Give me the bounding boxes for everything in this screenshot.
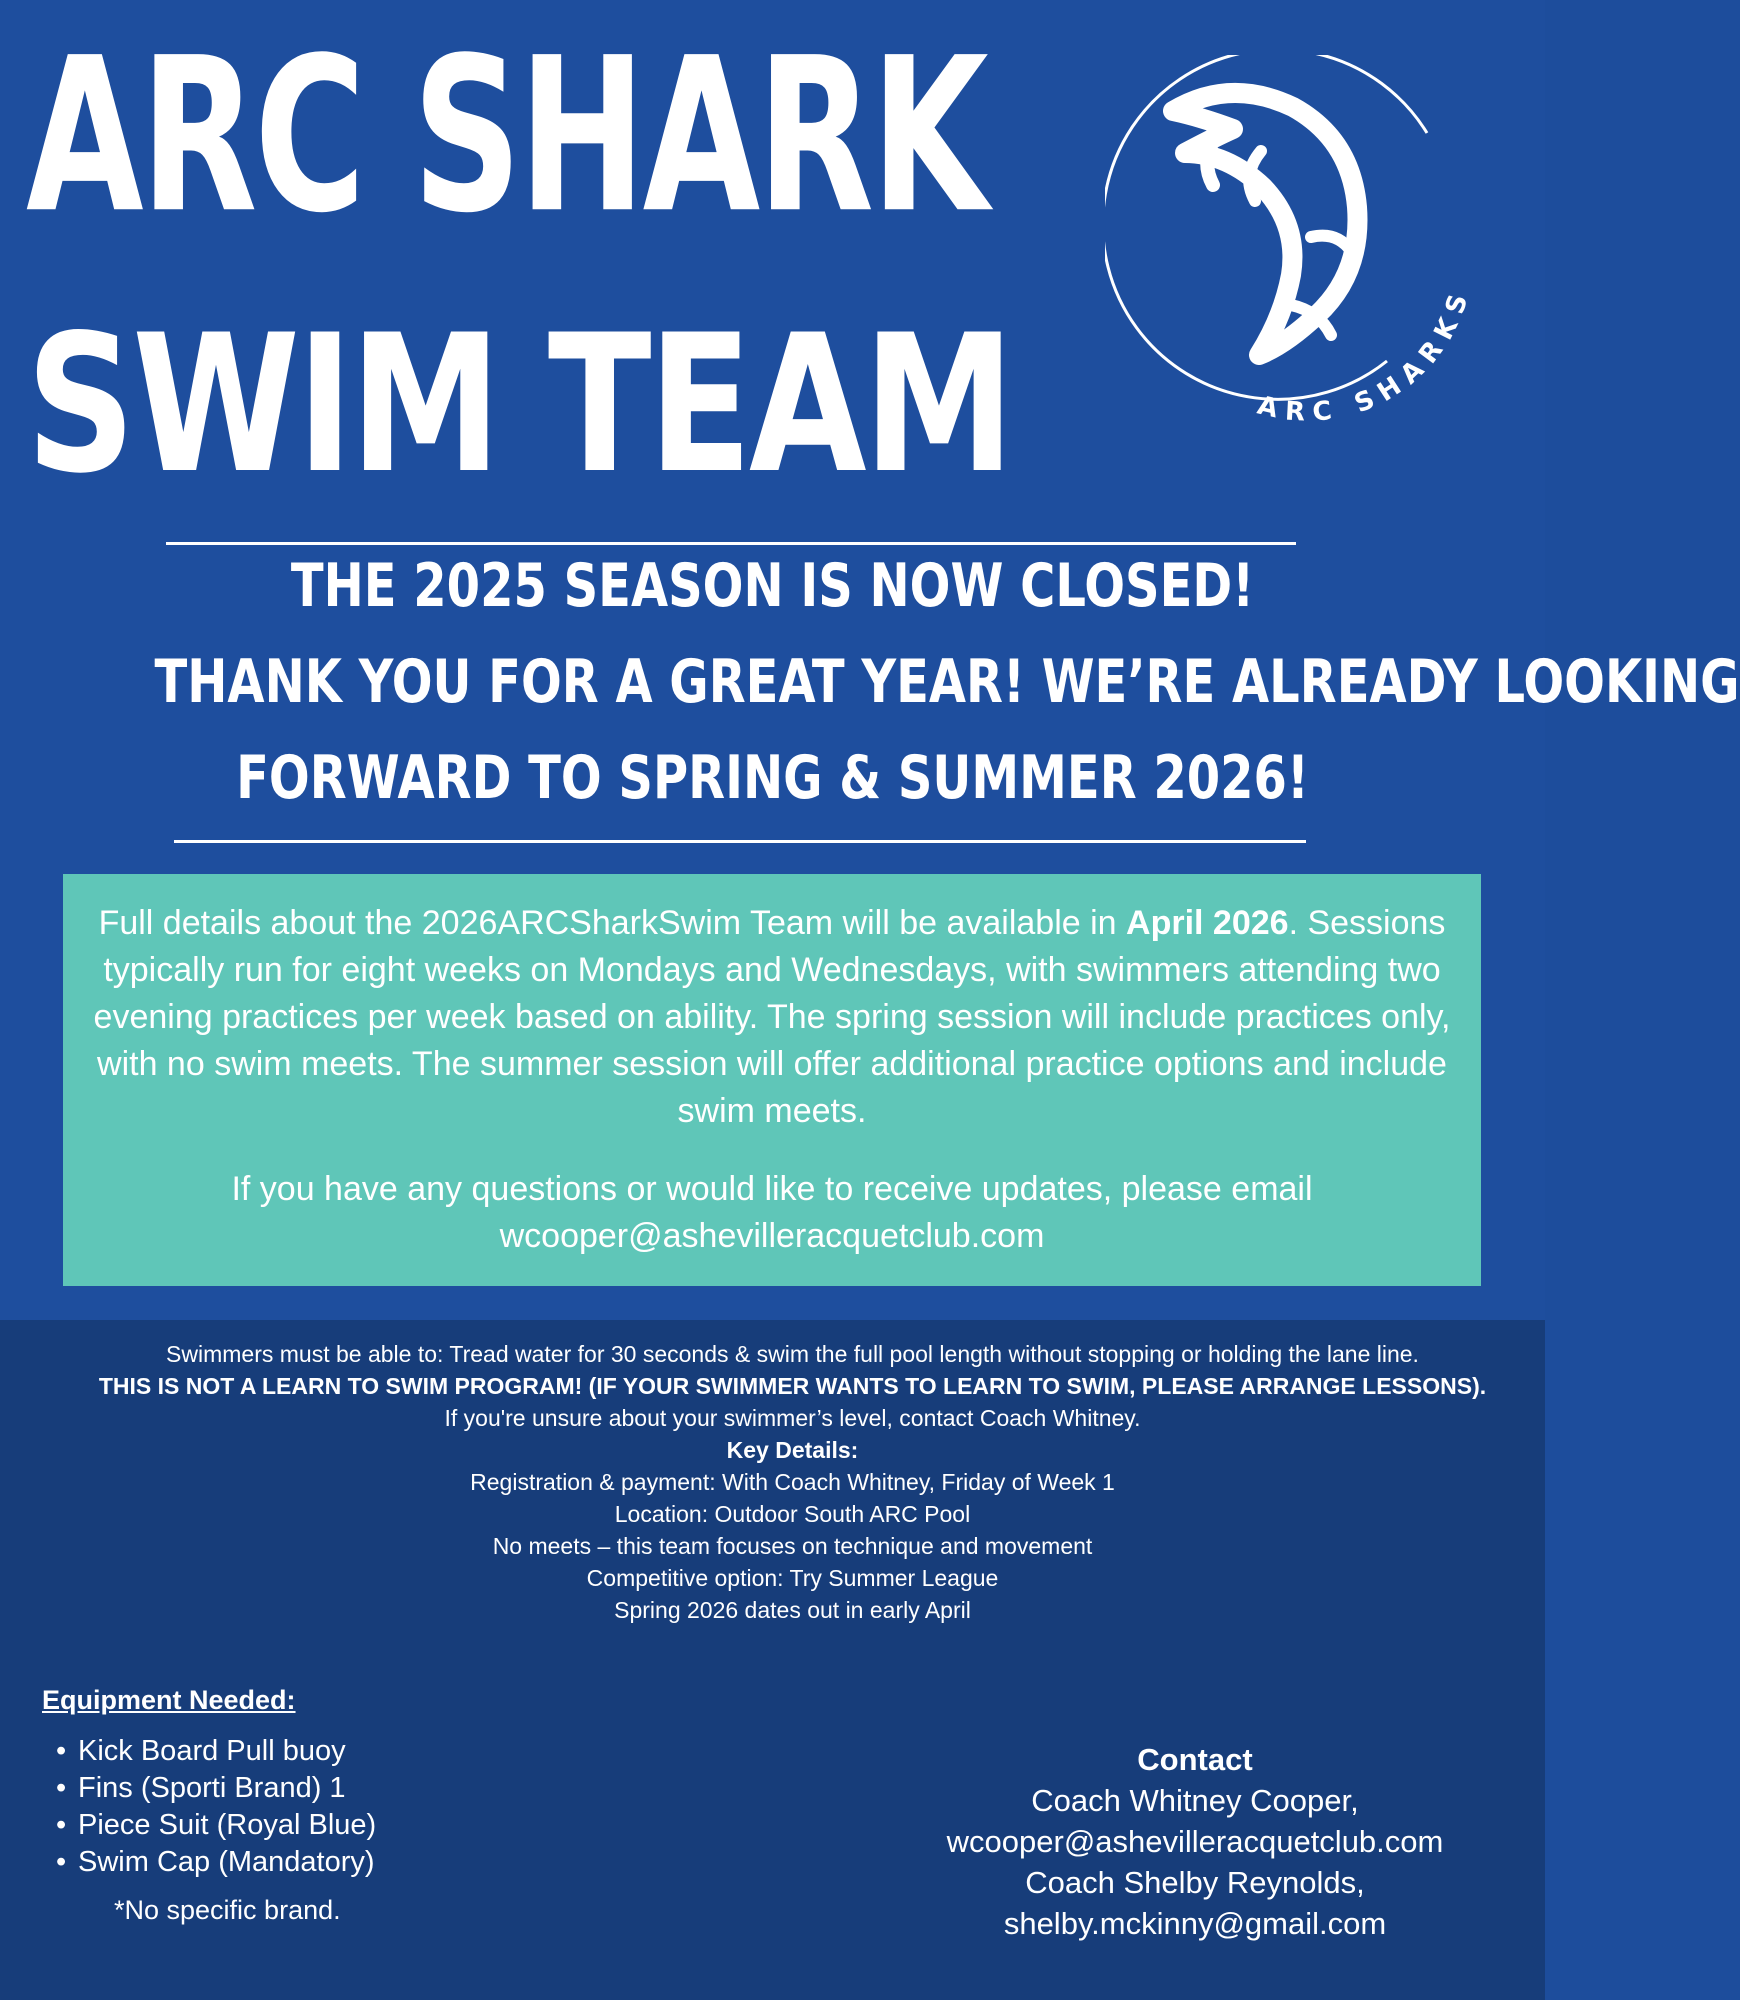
thank-you-headline-line-1: THANK YOU FOR A GREAT YEAR! WE’RE ALREADY LOOKING xyxy=(154,647,1740,717)
title-line-1: ARC SHARK xyxy=(26,12,986,260)
divider-bottom xyxy=(174,840,1306,843)
key-detail-item: No meets – this team focuses on technique and movement xyxy=(492,1533,1093,1559)
requirements-text: Swimmers must be able to: Tread water for 30 seconds & swim the full pool length without stopping or holding the lane line. xyxy=(166,1341,1419,1367)
info-text-end: . Sessions typically run for eight weeks on Mondays and Wednesdays, with swimmers attending two evening practices per week based on ability. The spring session will include practices only, with no swim meets. The summer session will offer additional practice options and include swim meets. xyxy=(93,904,1451,1130)
equipment-title: Equipment Needed: xyxy=(42,1685,296,1715)
equipment-item: • Fins (Sporti Brand) 1 xyxy=(56,1770,456,1807)
contact-title: Contact xyxy=(1137,1742,1253,1777)
key-detail-item: Registration & payment: With Coach Whitney, Friday of Week 1 xyxy=(470,1469,1115,1495)
shark-icon xyxy=(1173,93,1358,355)
unsure-level-note: If you're unsure about your swimmer’s level, contact Coach Whitney. xyxy=(444,1405,1141,1431)
contact-coach-shelby: Coach Shelby Reynolds, xyxy=(1025,1865,1365,1900)
season-info-paragraph xyxy=(73,900,1471,1135)
logo-ring-text: ARC SHARKS xyxy=(1254,282,1477,425)
equipment-item: • Kick Board Pull buoy xyxy=(56,1733,456,1770)
contact-section xyxy=(880,1740,1510,1944)
contact-email-shelby: shelby.mckinny@gmail.com xyxy=(1003,1906,1387,1941)
key-detail-item: Spring 2026 dates out in early April xyxy=(614,1597,971,1623)
divider-top xyxy=(166,542,1296,545)
key-details-title: Key Details: xyxy=(726,1437,859,1463)
contact-email-whitney: wcooper@ashevilleracquetclub.com xyxy=(946,1824,1444,1859)
equipment-list xyxy=(56,1733,456,1881)
updates-email-paragraph: If you have any questions or would like to receive updates, please email wcooper@ashevilleracquetclub.com xyxy=(231,1170,1313,1255)
title-line-2: SWIM TEAM xyxy=(26,294,1012,515)
equipment-item: • Swim Cap (Mandatory) xyxy=(56,1844,456,1881)
key-detail-item: Location: Outdoor South ARC Pool xyxy=(614,1501,971,1527)
key-detail-item: Competitive option: Try Summer League xyxy=(586,1565,999,1591)
season-closed-headline: THE 2025 SEASON IS NOW CLOSED! xyxy=(290,551,1255,621)
info-text-start: Full details about the 2026ARCSharkSwim Team will be available in xyxy=(98,904,1127,942)
season-info-box xyxy=(63,874,1481,1286)
equipment-brand-note: *No specific brand. xyxy=(114,1895,341,1925)
equipment-item: • Piece Suit (Royal Blue) xyxy=(56,1807,456,1844)
swimmer-requirements xyxy=(55,1338,1530,1626)
info-date-highlight: April 2026 xyxy=(1126,904,1289,942)
contact-coach-whitney: Coach Whitney Cooper, xyxy=(1031,1783,1359,1818)
thank-you-headline-line-2: FORWARD TO SPRING & SUMMER 2026! xyxy=(236,743,1309,813)
not-learn-to-swim-warning: THIS IS NOT A LEARN TO SWIM PROGRAM! (IF YOUR SWIMMER WANTS TO LEARN TO SWIM, PLEASE ARRANGE LESSONS). xyxy=(98,1373,1487,1399)
arc-sharks-logo xyxy=(1105,55,1485,425)
